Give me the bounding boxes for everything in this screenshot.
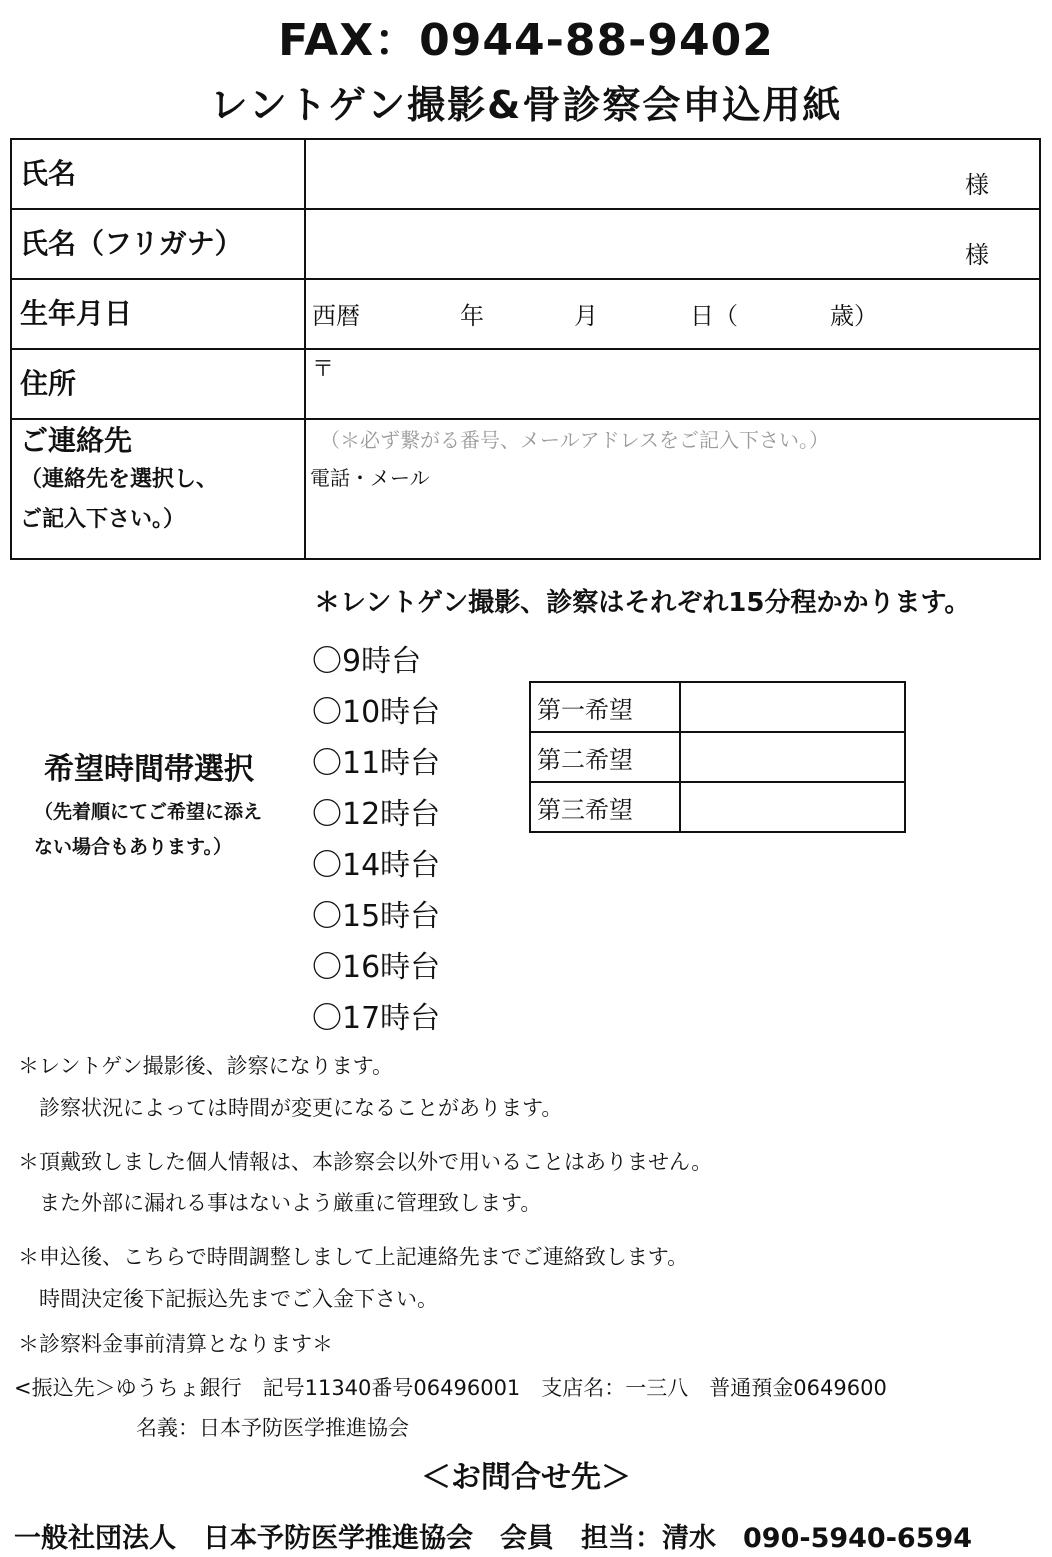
- preference-row: [530, 782, 905, 832]
- first-choice-label: 第一希望: [530, 682, 680, 732]
- third-choice-label: 第三希望: [530, 782, 680, 832]
- address-row: [11, 349, 1040, 419]
- note-exam-order: ＊レントゲン撮影後、診察になります。: [18, 1054, 393, 1078]
- kana-row: [11, 209, 1040, 279]
- name-row: [11, 139, 1040, 209]
- note-schedule-detail: 時間決定後下記振込先までご入金下さい。: [18, 1287, 438, 1311]
- time-selection-sub2: ない場合もあります。）: [34, 836, 232, 858]
- time-slot-option[interactable]: 〇15時台: [312, 899, 441, 934]
- time-selection-sub1: （先着順にてご希望に添え: [34, 801, 263, 823]
- note-privacy-detail: また外部に漏れる事はないよう厳重に管理致します。: [18, 1191, 542, 1215]
- kana-suffix: 様: [965, 241, 989, 269]
- time-slot-option[interactable]: 〇16時台: [312, 950, 441, 985]
- contact-field[interactable]: [305, 419, 1040, 559]
- preference-row: [530, 732, 905, 782]
- note-prepayment: ＊診察料金事前清算となります＊: [18, 1332, 333, 1356]
- inquiry-heading: ＜お問合せ先＞: [421, 1460, 631, 1495]
- fax-number: FAX：0944-88-9402: [278, 15, 774, 66]
- note-exam-order-detail: 診察状況によっては時間が変更になることがあります。: [18, 1096, 563, 1120]
- kana-field[interactable]: [305, 209, 1040, 279]
- second-choice-label: 第二希望: [530, 732, 680, 782]
- time-slot-option[interactable]: 〇17時台: [312, 1001, 441, 1036]
- note-privacy: ＊頂戴致しました個人情報は、本診察会以外で用いることはありません。: [18, 1150, 713, 1174]
- name-label: 氏名: [11, 139, 305, 209]
- contact-label: ご連絡先: [20, 424, 133, 457]
- birth-day: 日（: [690, 302, 738, 330]
- birth-month: 月: [574, 302, 598, 330]
- birth-field[interactable]: [305, 279, 1040, 349]
- time-slot-option[interactable]: 〇9時台: [312, 644, 422, 679]
- contact-sub1: （連絡先を選択し、: [20, 467, 219, 492]
- second-choice-field[interactable]: [680, 732, 905, 782]
- first-choice-field[interactable]: [680, 682, 905, 732]
- account-holder: 名義：日本予防医学推進協会: [136, 1416, 409, 1440]
- application-form: [10, 138, 1041, 560]
- time-slot-option[interactable]: 〇12時台: [312, 797, 441, 832]
- contact-sub2: ご記入下さい。）: [20, 507, 186, 532]
- contact-row: [11, 419, 1040, 559]
- time-slot-option[interactable]: 〇11時台: [312, 746, 441, 781]
- birth-label: 生年月日: [11, 279, 305, 349]
- page-title: レントゲン撮影&骨診察会申込用紙: [209, 83, 843, 127]
- kana-label: 氏名（フリガナ）: [11, 209, 305, 279]
- note-schedule: ＊申込後、こちらで時間調整しまして上記連絡先までご連絡致します。: [18, 1245, 689, 1269]
- birth-row: [11, 279, 1040, 349]
- preference-row: [530, 682, 905, 732]
- birth-age: 歳）: [830, 302, 878, 330]
- contact-label-cell: [11, 419, 305, 559]
- third-choice-field[interactable]: [680, 782, 905, 832]
- contact-footer: 一般社団法人 日本予防医学推進協会 会員 担当：清水 090-5940-6594: [14, 1523, 973, 1554]
- time-slot-option[interactable]: 〇10時台: [312, 695, 441, 730]
- name-suffix: 様: [965, 171, 989, 199]
- address-label: 住所: [11, 349, 305, 419]
- birth-year: 年: [460, 302, 484, 330]
- bank-details: <振込先＞ゆうちょ銀行 記号11340番号06496001 支店名：一三八 普通預金0649600: [14, 1376, 887, 1400]
- address-field[interactable]: [305, 349, 1040, 419]
- contact-options[interactable]: 電話・メール: [310, 466, 430, 490]
- contact-placeholder: （＊必ず繋がる番号、メールアドレスをご記入下さい。）: [320, 428, 829, 452]
- postal-mark: 〒: [312, 357, 335, 382]
- time-selection-title: 希望時間帯選択: [44, 752, 254, 787]
- time-slot-option[interactable]: 〇14時台: [312, 848, 441, 883]
- birth-era: 西暦: [312, 302, 360, 330]
- duration-note: ＊レントゲン撮影、診察はそれぞれ15分程かかります。: [314, 588, 971, 618]
- name-field[interactable]: [305, 139, 1040, 209]
- preference-table: [529, 681, 906, 833]
